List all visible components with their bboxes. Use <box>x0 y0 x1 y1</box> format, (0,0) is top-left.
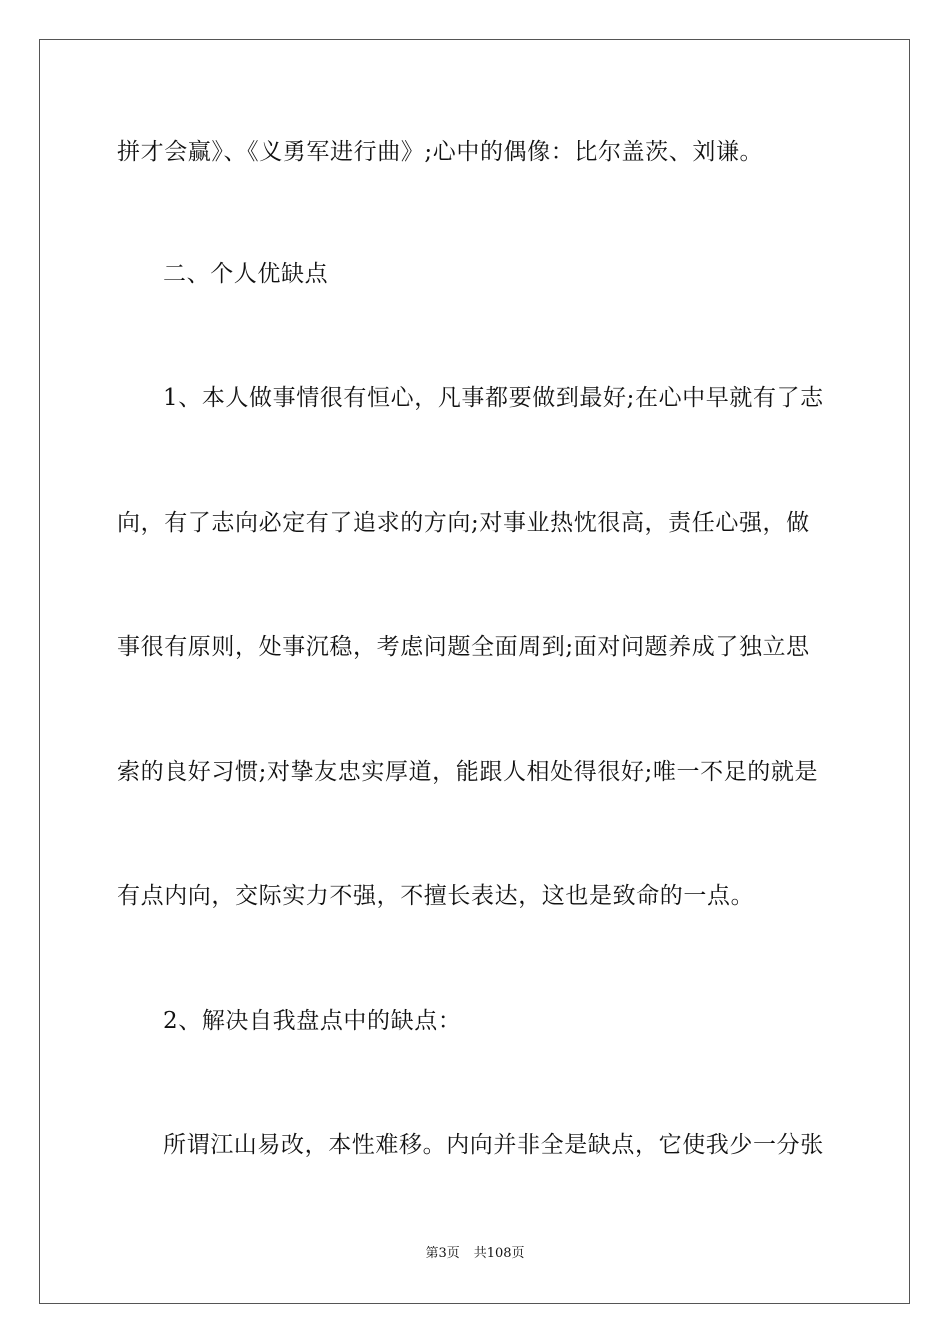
page-total: 共108页 <box>473 1246 525 1261</box>
subheading-resolve-weaknesses: 2、解决自我盘点中的缺点： <box>163 1008 462 1034</box>
text-line-6: 索的良好习惯;对挚友忠实厚道，能跟人相处得很好;唯一不足的就是 <box>117 759 819 785</box>
page-border <box>39 39 910 1304</box>
text-line-5: 事很有原则，处事沉稳，考虑问题全面周到;面对问题养成了独立思 <box>117 634 810 660</box>
text-line-7: 有点内向，交际实力不强，不擅长表达，这也是致命的一点。 <box>117 883 755 909</box>
text-line-3: 1、本人做事情很有恒心，凡事都要做到最好;在心中早就有了志 <box>163 385 824 411</box>
page-number: 第3页 <box>425 1246 460 1261</box>
page-footer <box>0 1245 950 1263</box>
text-line-1: 拼才会赢》、《义勇军进行曲》;心中的偶像：比尔盖茨、刘谦。 <box>117 139 764 165</box>
text-line-4: 向，有了志向必定有了追求的方向;对事业热忱很高，责任心强，做 <box>117 510 810 536</box>
section-heading-strengths-weaknesses: 二、个人优缺点 <box>163 261 329 287</box>
text-line-9: 所谓江山易改，本性难移。内向并非全是缺点，它使我少一分张 <box>163 1132 824 1158</box>
